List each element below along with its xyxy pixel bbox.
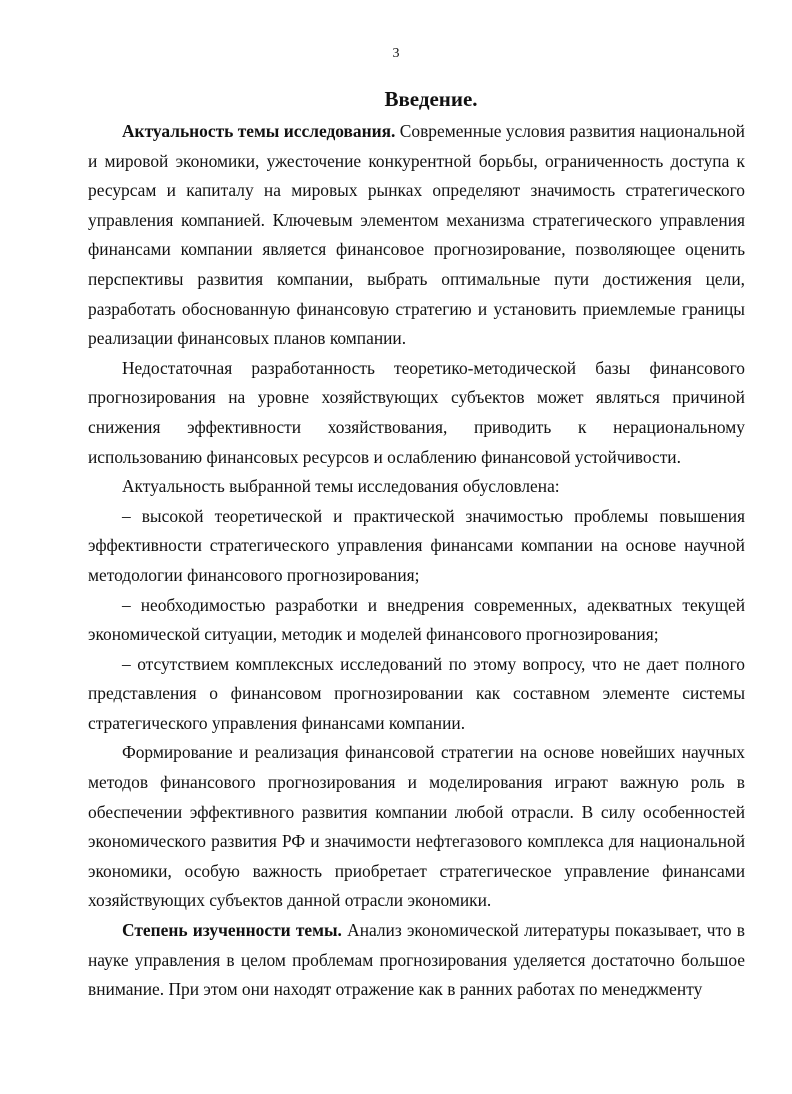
- paragraph-relevance-intro: [88, 472, 745, 502]
- section-heading: Введение.: [384, 87, 478, 111]
- page-number: 3: [392, 46, 400, 61]
- paragraph-text: Формирование и реализация финансовой стратегии на основе новейших научных методов финансового прогнозирования и моделирования играют важную роль в обеспечении эффективного развития компании любой отрасли. В силу особенностей экономического развития РФ и значимости нефтегазового комплекса для национальной экономики, особую важность приобретает стратегическое управление финансами хозяйствующих субъектов данной отрасли экономики.: [88, 742, 745, 911]
- paragraph-text: – необходимостью разработки и внедрения современных, адекватных текущей экономической ситуации, методик и моделей финансового прогнозирования;: [88, 594, 745, 645]
- paragraph-text: – высокой теоретической и практической значимостью проблемы повышения эффективности стратегического управления финансами компании на основе научной методологии финансового прогнозирования;: [88, 505, 745, 585]
- paragraph-lead: Степень изученности темы.: [122, 920, 342, 941]
- list-item-necessity: [88, 591, 745, 650]
- paragraph-text: Анализ экономической литературы показывает, что в науке управления в целом проблемам прогнозирования уделяется достаточно большое внимание. При этом они находят отражение как в ранних работах по менеджменту: [88, 920, 746, 1000]
- paragraph-text: Недостаточная разработанность теоретико-методической базы финансового прогнозирования на уровне хозяйствующих субъектов может являться причиной снижения эффективности хозяйствования, приводить к нерациональному использованию финансовых ресурсов и ослаблению финансовой устойчивости.: [88, 357, 745, 467]
- list-item-significance: [88, 502, 745, 591]
- paragraph-strategy: [88, 738, 745, 916]
- paragraph-insufficiency: [88, 354, 745, 472]
- paragraph-relevance: [88, 117, 745, 354]
- paragraph-text: – отсутствием комплексных исследований по этому вопросу, что не дает полного представления о финансовом прогнозировании как составном элементе системы стратегического управления финансами компании.: [88, 653, 745, 733]
- paragraph-text: Современные условия развития национальной и мировой экономики, ужесточение конкурентной борьбы, ограниченность доступа к ресурсам и капиталу на мировых рынках определяют значимость стратегического управления компанией. Ключевым элементом механизма стратегического управления финансами компании является финансовое прогнозирование, позволяющее оценить перспективы развития компании, выбрать оптимальные пути достижения цели, разработать обоснованную финансовую стратегию и установить приемлемые границы реализации финансовых планов компании.: [88, 121, 745, 349]
- body-text: [88, 117, 745, 1005]
- list-item-absence: [88, 650, 745, 739]
- paragraph-text: Актуальность выбранной темы исследования обусловлена:: [122, 476, 560, 497]
- paragraph-lead: Актуальность темы исследования.: [122, 121, 396, 141]
- paragraph-study-degree: [88, 916, 745, 1005]
